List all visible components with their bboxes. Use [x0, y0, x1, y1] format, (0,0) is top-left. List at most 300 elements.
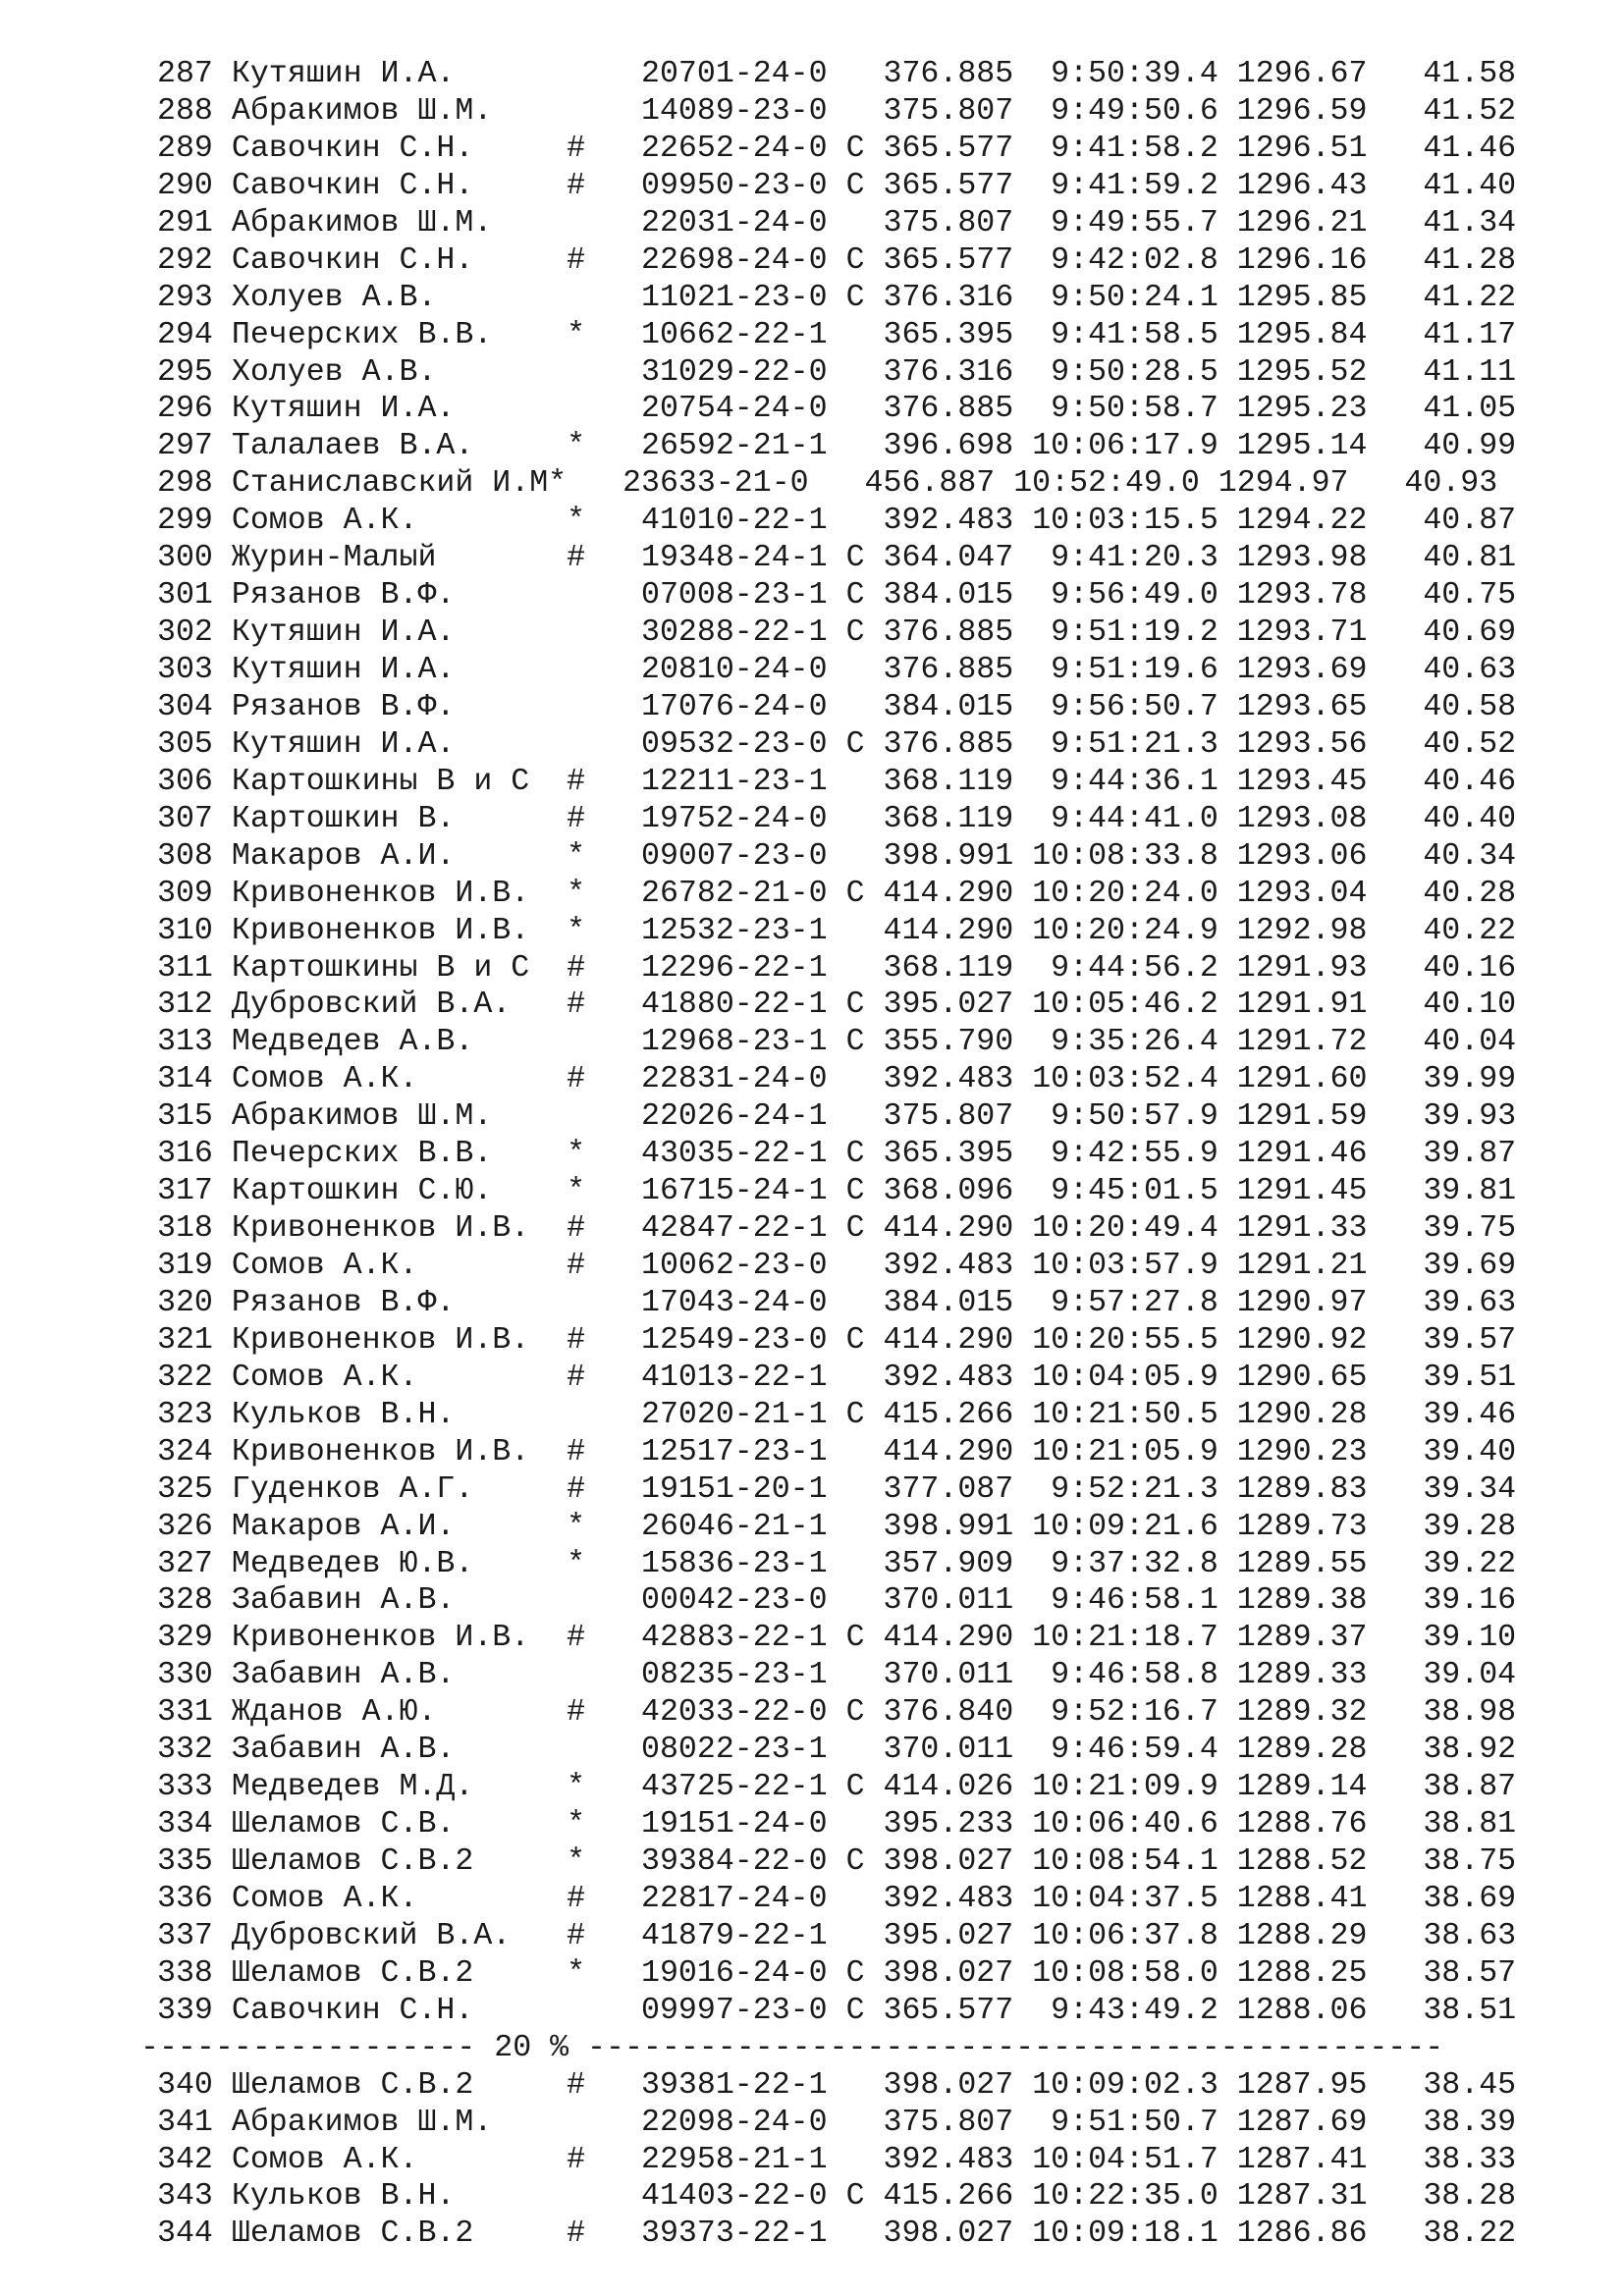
percent-separator: ------------------ 20 % ----------------------------------------------	[140, 2030, 1444, 2065]
row-arrival-time: 10:09:21.6	[1032, 1509, 1218, 1544]
row-speed: 1289.37	[1236, 1621, 1368, 1656]
row-fancier-name: Сомов А.К.	[231, 1249, 418, 1283]
row-position: 306	[157, 764, 213, 799]
table-row	[157, 354, 1516, 392]
row-arrival-time: 9:46:59.4	[1032, 1733, 1218, 1768]
row-position: 332	[157, 1733, 213, 1768]
row-position: 288	[157, 93, 213, 129]
row-ring-number: 09532-23-0	[641, 726, 828, 762]
row-fancier-name: Забавин А.В.	[231, 1658, 456, 1693]
row-flag	[846, 318, 865, 352]
row-distance: 368.096	[883, 1174, 1014, 1209]
row-arrival-time: 10:52:49.0	[1013, 466, 1200, 502]
row-position: 335	[157, 1844, 213, 1879]
row-speed: 1294.97	[1218, 466, 1349, 502]
row-fancier-name: Савочкин С.Н.	[231, 168, 474, 203]
row-fancier-name: Медведев Ю.В.	[231, 1546, 474, 1581]
row-ring-number: 07008-23-1	[641, 578, 828, 614]
row-speed: 1290.97	[1236, 1285, 1368, 1320]
row-ring-number: 19348-24-1	[641, 541, 828, 576]
row-ring-number: 42847-22-1	[641, 1211, 828, 1247]
row-ring-number: 09997-23-0	[641, 1993, 828, 2028]
row-points: 40.28	[1404, 876, 1517, 911]
row-points: 39.75	[1404, 1211, 1517, 1247]
row-arrival-time: 10:05:46.2	[1032, 988, 1218, 1023]
row-mark	[567, 206, 585, 240]
row-flag	[846, 1583, 865, 1618]
row-ring-number: 42033-22-0	[641, 1695, 828, 1731]
row-speed: 1293.69	[1236, 653, 1368, 687]
row-points: 40.04	[1404, 1025, 1517, 1060]
row-arrival-time: 10:08:58.0	[1032, 1955, 1218, 1991]
row-speed: 1296.59	[1236, 93, 1368, 129]
row-distance: 365.577	[883, 168, 1014, 203]
row-position: 302	[157, 615, 213, 651]
row-fancier-name: Абракимов Ш.М.	[231, 2105, 493, 2140]
row-flag	[846, 429, 865, 463]
row-position: 307	[157, 801, 213, 836]
row-arrival-time: 9:52:21.3	[1032, 1471, 1218, 1507]
row-fancier-name: Забавин А.В.	[231, 1733, 456, 1768]
row-distance: 414.290	[883, 876, 1014, 911]
row-fancier-name: Кривоненков И.В.	[231, 1434, 530, 1469]
table-row	[157, 1061, 1516, 1098]
row-fancier-name: Кривоненков И.В.	[231, 913, 530, 948]
row-speed: 1291.33	[1236, 1211, 1368, 1247]
row-position: 305	[157, 726, 213, 762]
row-distance: 395.233	[883, 1807, 1014, 1842]
row-distance: 376.840	[883, 1695, 1014, 1731]
row-points: 41.46	[1404, 131, 1517, 166]
row-flag: C	[845, 1993, 865, 2028]
row-flag: C	[845, 876, 865, 911]
row-ring-number: 08022-23-1	[641, 1733, 828, 1768]
row-ring-number: 20701-24-0	[641, 57, 828, 91]
row-ring-number: 22652-24-0	[641, 131, 828, 166]
row-points: 40.16	[1404, 950, 1517, 986]
row-ring-number: 12532-23-1	[641, 913, 828, 948]
row-mark: #	[567, 168, 586, 203]
row-position: 295	[157, 354, 213, 390]
row-distance: 398.991	[883, 838, 1014, 874]
row-position: 304	[157, 689, 213, 724]
row-points: 38.51	[1404, 1993, 1517, 2028]
row-points: 38.57	[1404, 1955, 1517, 1991]
row-speed: 1288.41	[1236, 1881, 1368, 1916]
row-distance: 392.483	[883, 1360, 1014, 1395]
row-flag	[846, 765, 865, 799]
row-flag	[846, 951, 865, 986]
row-distance: 365.395	[883, 1137, 1014, 1172]
row-speed: 1293.78	[1236, 578, 1368, 614]
row-position: 342	[157, 2142, 213, 2177]
row-fancier-name: Картошкины В и С	[231, 764, 530, 799]
row-distance: 384.015	[883, 578, 1014, 614]
row-mark	[567, 727, 585, 762]
table-row	[157, 93, 1516, 131]
row-points: 39.46	[1404, 1397, 1517, 1432]
table-row	[157, 1546, 1516, 1583]
row-flag	[846, 2106, 865, 2140]
row-position: 287	[157, 57, 213, 91]
row-fancier-name: Сомов А.К.	[231, 504, 418, 539]
row-distance: 415.266	[883, 2179, 1014, 2215]
row-mark: *	[567, 838, 586, 874]
row-distance: 376.316	[883, 354, 1014, 390]
row-flag	[846, 1547, 865, 1581]
row-position: 329	[157, 1621, 213, 1656]
row-position: 312	[157, 988, 213, 1023]
row-ring-number: 26592-21-1	[641, 429, 828, 464]
row-points: 39.51	[1404, 1360, 1517, 1395]
row-speed: 1288.25	[1236, 1955, 1368, 1991]
row-arrival-time: 9:57:27.8	[1032, 1285, 1218, 1320]
row-fancier-name: Дубровский В.А.	[231, 1918, 512, 1953]
table-row	[157, 764, 1516, 801]
row-fancier-name: Медведев А.В.	[231, 1025, 474, 1060]
row-fancier-name: Савочкин С.Н.	[231, 131, 474, 166]
row-ring-number: 17076-24-0	[641, 689, 828, 724]
row-speed: 1287.31	[1236, 2179, 1368, 2215]
row-position: 297	[157, 429, 213, 464]
row-fancier-name: Абракимов Ш.М.	[231, 205, 493, 240]
row-mark	[567, 94, 585, 129]
row-flag: C	[845, 988, 865, 1023]
row-distance: 357.909	[883, 1546, 1014, 1581]
row-points: 38.33	[1404, 2142, 1517, 2177]
row-distance: 392.483	[883, 1881, 1014, 1916]
row-speed: 1287.69	[1236, 2105, 1368, 2140]
row-points: 38.39	[1404, 2105, 1517, 2140]
row-speed: 1288.76	[1236, 1807, 1368, 1842]
row-arrival-time: 10:06:40.6	[1032, 1807, 1218, 1842]
row-position: 319	[157, 1249, 213, 1283]
row-distance: 375.807	[883, 2105, 1014, 2140]
row-distance: 392.483	[883, 504, 1014, 539]
row-ring-number: 41013-22-1	[641, 1360, 828, 1395]
row-points: 39.22	[1404, 1546, 1517, 1581]
row-ring-number: 22817-24-0	[641, 1881, 828, 1916]
row-fancier-name: Печерских В.В.	[231, 317, 493, 352]
row-position: 344	[157, 2216, 213, 2252]
row-mark	[567, 1099, 585, 1134]
row-flag	[846, 392, 865, 426]
row-points: 40.81	[1404, 541, 1517, 576]
row-mark: #	[567, 1211, 586, 1247]
row-speed: 1293.71	[1236, 615, 1368, 651]
row-arrival-time: 10:21:09.9	[1032, 1770, 1218, 1805]
row-points: 41.22	[1404, 280, 1517, 315]
row-fancier-name: Рязанов В.Ф.	[231, 578, 456, 614]
row-mark	[567, 578, 585, 613]
table-row	[157, 1360, 1516, 1397]
row-arrival-time: 9:45:01.5	[1032, 1174, 1218, 1209]
row-points: 40.58	[1404, 689, 1517, 724]
row-mark: *	[548, 466, 568, 502]
row-ring-number: 30288-22-1	[641, 615, 828, 651]
row-arrival-time: 9:49:50.6	[1032, 93, 1218, 129]
row-flag	[846, 206, 865, 240]
row-ring-number: 22698-24-0	[641, 242, 828, 278]
row-distance: 376.885	[883, 726, 1014, 762]
row-points: 40.87	[1404, 504, 1517, 539]
row-mark: *	[567, 1137, 586, 1172]
row-distance: 368.119	[883, 764, 1014, 799]
row-flag	[846, 2143, 865, 2177]
row-arrival-time: 10:21:50.5	[1032, 1397, 1218, 1432]
row-position: 310	[157, 913, 213, 948]
row-position: 330	[157, 1658, 213, 1693]
row-speed: 1295.14	[1236, 429, 1368, 464]
row-ring-number: 12968-23-1	[641, 1025, 828, 1060]
row-distance: 376.316	[883, 280, 1014, 315]
row-distance: 398.991	[883, 1509, 1014, 1544]
table-row	[157, 391, 1516, 428]
row-position: 331	[157, 1695, 213, 1731]
row-position: 309	[157, 876, 213, 911]
row-mark	[567, 1286, 585, 1320]
row-speed: 1295.52	[1236, 354, 1368, 390]
row-fancier-name: Шеламов С.В.2	[231, 2067, 474, 2103]
row-points: 38.92	[1404, 1733, 1517, 1768]
row-mark	[567, 57, 585, 91]
row-position: 334	[157, 1807, 213, 1842]
row-arrival-time: 10:03:52.4	[1032, 1062, 1218, 1097]
row-ring-number: 20810-24-0	[641, 653, 828, 687]
row-fancier-name: Забавин А.В.	[231, 1583, 456, 1619]
row-arrival-time: 9:46:58.8	[1032, 1658, 1218, 1693]
row-fancier-name: Рязанов В.Ф.	[231, 1285, 456, 1320]
row-position: 296	[157, 392, 213, 427]
row-ring-number: 22026-24-1	[641, 1099, 828, 1135]
row-flag	[846, 1249, 865, 1283]
row-arrival-time: 10:04:37.5	[1032, 1881, 1218, 1916]
row-fancier-name: Картошкин С.Ю.	[231, 1174, 493, 1209]
row-ring-number: 08235-23-1	[641, 1658, 828, 1693]
row-speed: 1295.84	[1236, 317, 1368, 352]
row-flag	[846, 690, 865, 724]
row-mark	[567, 281, 585, 315]
row-fancier-name: Медведев М.Д.	[231, 1770, 474, 1805]
row-position: 315	[157, 1099, 213, 1135]
results-table	[140, 56, 1517, 2253]
row-mark: *	[567, 913, 586, 948]
row-mark: #	[567, 541, 586, 576]
row-fancier-name: Савочкин С.Н.	[231, 242, 474, 278]
row-fancier-name: Станиславский И.М	[231, 466, 549, 502]
row-points: 39.69	[1404, 1249, 1517, 1283]
table-row	[157, 614, 1516, 652]
row-speed: 1290.65	[1236, 1360, 1368, 1395]
table-row	[157, 950, 1516, 988]
row-arrival-time: 9:43:49.2	[1032, 1993, 1218, 2028]
table-row	[157, 801, 1516, 838]
row-position: 289	[157, 131, 213, 166]
row-speed: 1291.93	[1236, 950, 1368, 986]
row-mark: #	[567, 1360, 586, 1395]
row-ring-number: 23633-21-0	[623, 466, 809, 502]
row-points: 39.16	[1404, 1583, 1517, 1619]
row-speed: 1286.86	[1236, 2216, 1368, 2252]
table-row	[157, 1173, 1516, 1210]
row-speed: 1289.32	[1236, 1695, 1368, 1731]
row-ring-number: 19151-24-0	[641, 1807, 828, 1842]
row-ring-number: 22098-24-0	[641, 2105, 828, 2140]
row-points: 41.58	[1404, 57, 1517, 91]
row-distance: 375.807	[883, 1099, 1014, 1135]
row-ring-number: 10662-22-1	[641, 317, 828, 352]
row-arrival-time: 9:51:21.3	[1032, 726, 1218, 762]
row-distance: 365.577	[883, 1993, 1014, 2028]
row-ring-number: 22031-24-0	[641, 205, 828, 240]
row-mark: #	[567, 242, 586, 278]
row-speed: 1289.33	[1236, 1658, 1368, 1693]
row-arrival-time: 9:42:02.8	[1032, 242, 1218, 278]
table-row	[157, 2105, 1516, 2142]
row-fancier-name: Шеламов С.В.2	[231, 2216, 474, 2252]
row-distance: 370.011	[883, 1733, 1014, 1768]
row-arrival-time: 9:35:26.4	[1032, 1025, 1218, 1060]
table-row	[157, 1881, 1516, 1918]
row-distance: 398.027	[883, 2216, 1014, 2252]
table-row	[157, 205, 1516, 242]
table-row	[157, 56, 1516, 93]
row-flag	[846, 355, 865, 390]
row-mark: #	[567, 950, 586, 986]
row-points: 39.40	[1404, 1434, 1517, 1469]
row-fancier-name: Кривоненков И.В.	[231, 1322, 530, 1358]
row-position: 321	[157, 1322, 213, 1358]
row-ring-number: 10062-23-0	[641, 1249, 828, 1283]
row-arrival-time: 9:50:24.1	[1032, 280, 1218, 315]
row-fancier-name: Холуев А.В.	[231, 280, 437, 315]
row-points: 40.46	[1404, 764, 1517, 799]
row-ring-number: 12296-22-1	[641, 950, 828, 986]
table-row	[157, 1248, 1516, 1285]
row-arrival-time: 9:56:50.7	[1032, 689, 1218, 724]
row-arrival-time: 10:03:15.5	[1032, 504, 1218, 539]
row-speed: 1288.06	[1236, 1993, 1368, 2028]
row-fancier-name: Кульков В.Н.	[231, 2179, 456, 2215]
row-position: 311	[157, 950, 213, 986]
table-row	[157, 428, 1516, 465]
row-position: 326	[157, 1509, 213, 1544]
row-speed: 1293.04	[1236, 876, 1368, 911]
row-arrival-time: 10:04:51.7	[1032, 2142, 1218, 2177]
row-mark: #	[567, 1322, 586, 1358]
table-row	[157, 131, 1516, 168]
row-arrival-time: 10:20:24.0	[1032, 876, 1218, 911]
row-ring-number: 26046-21-1	[641, 1509, 828, 1544]
row-mark	[567, 2179, 585, 2214]
row-flag	[846, 802, 865, 836]
table-row	[157, 1843, 1516, 1881]
row-position: 337	[157, 1918, 213, 1953]
row-points: 38.75	[1404, 1844, 1517, 1879]
row-speed: 1291.91	[1236, 988, 1368, 1023]
table-row	[157, 1322, 1516, 1360]
row-arrival-time: 10:20:24.9	[1032, 913, 1218, 948]
row-fancier-name: Макаров А.И.	[231, 1509, 456, 1544]
row-mark: *	[567, 1807, 586, 1842]
row-ring-number: 12211-23-1	[641, 764, 828, 799]
row-distance: 365.577	[883, 131, 1014, 166]
row-fancier-name: Кутяшин И.А.	[231, 57, 456, 91]
row-flag: C	[845, 168, 865, 203]
row-arrival-time: 10:22:35.0	[1032, 2179, 1218, 2215]
row-flag	[846, 2068, 865, 2103]
row-mark: #	[567, 1695, 586, 1731]
row-fancier-name: Савочкин С.Н.	[231, 1993, 474, 2028]
row-position: 338	[157, 1955, 213, 1991]
row-mark: #	[567, 2067, 586, 2103]
row-position: 336	[157, 1881, 213, 1916]
row-mark: #	[567, 2216, 586, 2252]
row-speed: 1291.72	[1236, 1025, 1368, 1060]
row-ring-number: 09950-23-0	[641, 168, 828, 203]
row-speed: 1294.22	[1236, 504, 1368, 539]
row-arrival-time: 9:50:58.7	[1032, 392, 1218, 427]
table-row	[157, 689, 1516, 726]
row-flag: C	[845, 1955, 865, 1991]
separator-label: 20 %	[494, 2030, 569, 2065]
row-arrival-time: 9:41:58.2	[1032, 131, 1218, 166]
row-position: 339	[157, 1993, 213, 2028]
row-points: 39.28	[1404, 1509, 1517, 1544]
row-speed: 1295.23	[1236, 392, 1368, 427]
row-fancier-name: Рязанов В.Ф.	[231, 689, 456, 724]
table-row	[157, 168, 1516, 205]
row-mark	[567, 1994, 585, 2028]
row-fancier-name: Холуев А.В.	[231, 354, 437, 390]
row-distance: 368.119	[883, 950, 1014, 986]
row-position: 341	[157, 2105, 213, 2140]
row-flag: C	[845, 1695, 865, 1731]
row-points: 39.93	[1404, 1099, 1517, 1135]
table-row	[157, 242, 1516, 280]
row-arrival-time: 10:09:02.3	[1032, 2067, 1218, 2103]
table-row	[157, 540, 1516, 577]
row-fancier-name: Сомов А.К.	[231, 1062, 418, 1097]
table-row	[157, 2067, 1516, 2105]
row-distance: 365.577	[883, 242, 1014, 278]
row-points: 39.34	[1404, 1471, 1517, 1507]
row-mark: #	[567, 1471, 586, 1507]
row-points: 39.10	[1404, 1621, 1517, 1656]
row-position: 323	[157, 1397, 213, 1432]
row-arrival-time: 9:50:39.4	[1032, 57, 1218, 91]
row-ring-number: 19016-24-0	[641, 1955, 828, 1991]
row-arrival-time: 9:56:49.0	[1032, 578, 1218, 614]
row-arrival-time: 10:06:17.9	[1032, 429, 1218, 464]
row-speed: 1293.98	[1236, 541, 1368, 576]
row-mark: *	[567, 429, 586, 464]
row-ring-number: 42883-22-1	[641, 1621, 828, 1656]
row-distance: 384.015	[883, 1285, 1014, 1320]
row-distance: 375.807	[883, 205, 1014, 240]
row-position: 299	[157, 504, 213, 539]
row-points: 40.22	[1404, 913, 1517, 948]
row-fancier-name: Жданов А.Ю.	[231, 1695, 437, 1731]
row-mark: *	[567, 1844, 586, 1879]
row-mark: *	[567, 1174, 586, 1209]
row-mark	[567, 392, 585, 426]
row-points: 38.28	[1404, 2179, 1517, 2215]
row-points: 38.45	[1404, 2067, 1517, 2103]
row-position: 328	[157, 1583, 213, 1619]
row-mark: #	[567, 131, 586, 166]
row-speed: 1296.67	[1236, 57, 1368, 91]
